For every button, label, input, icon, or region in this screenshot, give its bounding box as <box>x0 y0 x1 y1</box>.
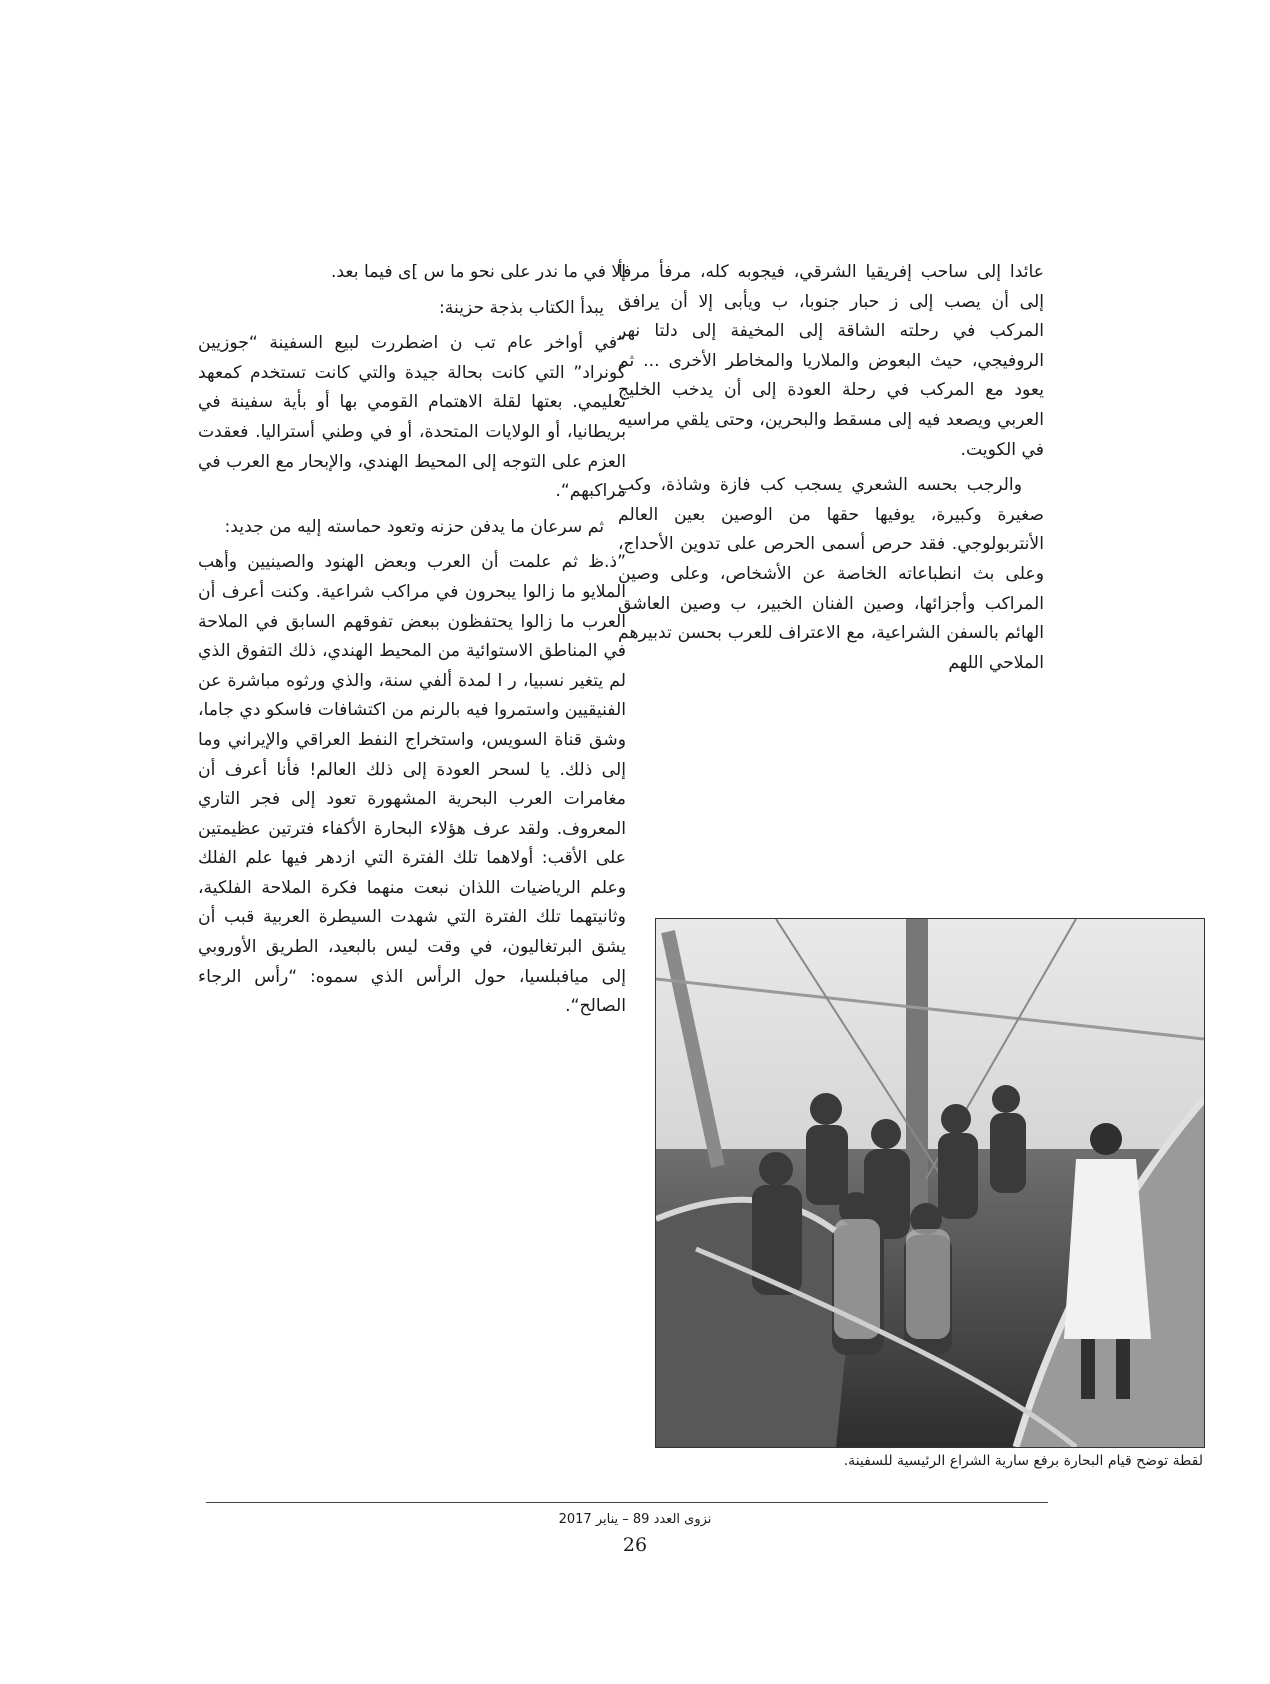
page-number: 26 <box>622 1534 648 1556</box>
footer-issue-info: نزوى العدد 89 – يناير 2017 <box>558 1512 712 1527</box>
article-column-left <box>198 258 626 1028</box>
article-column-right <box>618 258 1044 684</box>
paragraph: إلا في ما ندر على نحو ما س ]ى فيما بعد. <box>330 262 626 282</box>
sailors-photo <box>655 918 1205 1448</box>
paragraph: ثم سرعان ما يدفن حزنه وتعود حماسته إليه من جديد: <box>224 516 604 537</box>
paragraph: عائدا إلى ساحب إفريقيا الشرقي، فيجوبه كله، مرفأ مرفأ إلى أن يصب إلى ز حبار جنوبا، ب ويأبى إلا أن يرافق المركب في رحلته الشاقة إلى المخيفة إلى دلتا نهر الروفيجي، حيث البعوض والملاريا والمخاطر الأخرى ... ثم يعود مع المركب في رحلة العودة إلى أن يدخب الخليج العربي ويصعد فيه إلى مسقط والبحرين، وحتى يلقي مراسيه في الكويت. <box>618 262 1044 460</box>
photo-caption: لقطة توضح قيام البحارة برفع سارية الشراع الرئيسية للسفينة. <box>843 1453 1203 1469</box>
footer-divider <box>206 1502 1048 1503</box>
paragraph: يبدأ الكتاب بذجة حزينة: <box>439 297 604 318</box>
paragraph: والرجب بحسه الشعري يسجب كب فازة وشاذة، وكب صغيرة وكبيرة، يوفيها حقها من الوصين بعين العالم الأنتربولوجي. فقد حرص أسمى الحرص على تدوين الأحداج، وعلى بث انطباعاته الخاصة عن الأشخاص، وعلى وصين المراكب وأجزائها، وصين الفنان الخبير، ب وصين العاشق الهائم بالسفن الشراعية، مع الاعتراف للعرب بحسن تدبيرهم الملاحي اللهم <box>618 475 1044 673</box>
sailors-photo-illustration <box>656 919 1204 1447</box>
quote-paragraph: ”ذ.ظ ثم علمت أن العرب وبعض الهنود والصينيين وأهب الملايو ما زالوا يبحرون في مراكب شراعية. وكنت أعرف أن العرب ما زالوا يحتفظون ببعض تفوقهم السابق في الملاحة في المناطق الاستوائية من المحيط الهندي، ذلك التفوق الذي لم يتغير نسبيا، ر ا لمدة ألفي سنة، والذي ورثوه مباشرة عن الفنيقيين واستمروا فيه بالرنم من اكتشافات فاسكو دي جاما، وشق قناة السويس، واستخراج النفط العراقي والإيراني وما إلى ذلك. يا لسحر العودة إلى ذلك العالم! فأنا أعرف أن مغامرات العرب البحرية المشهورة تعود إلى فجر التاري المعروف. ولقد عرف هؤلاء البحارة الأكفاء فترتين عظيمتين على الأقب: أولاهما تلك الفترة التي ازدهر فيها علم الفلك وعلم الرياضيات اللذان نبعت منهما فكرة الملاحة الفلكية، وثانيتهما تلك الفترة التي شهدت السيطرة العربية قبب أن يشق البرتغاليون، في وقت ليس بالبعيد، الطريق الأوروبي إلى ميافبلسيا، حول الرأس الذي سموه: “رأس الرجاء الصالح“. <box>198 552 626 1017</box>
quote-paragraph: ”في أواخر عام تب ن اضطررت لبيع السفينة “جوزيين كونراد” التي كانت بحالة جيدة والتي كانت تستخدم كمعهد تعليمي. بعتها لقلة الاهتمام القومي بها أو بأية سفينة في بريطانيا، أو الولايات المتحدة، أو في وطني أستراليا. فعقدت العزم على التوجه إلى المحيط الهندي، والإبحار مع العرب في مراكبهم“. <box>198 333 626 502</box>
